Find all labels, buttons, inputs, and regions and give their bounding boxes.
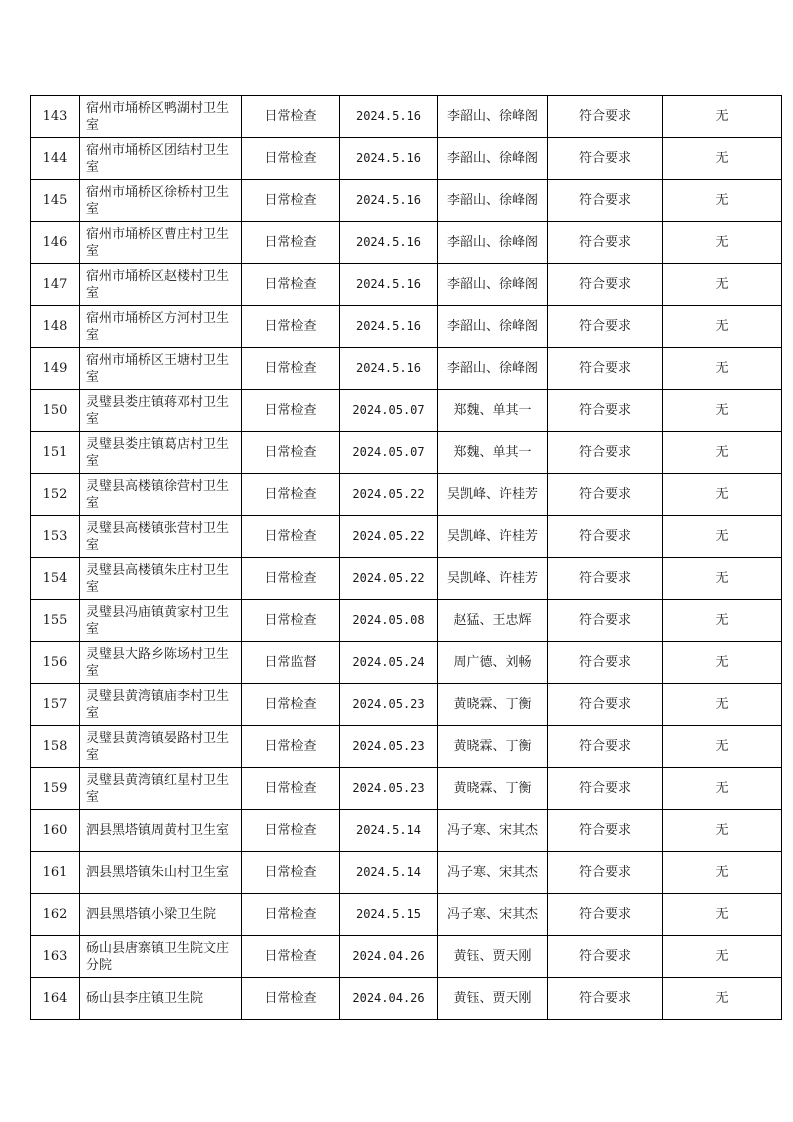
inspection-result: 符合要求 (548, 96, 663, 138)
facility-name: 泗县黑塔镇小梁卫生院 (80, 894, 242, 936)
table-row (31, 222, 782, 264)
inspectors: 李韶山、徐峰阁 (438, 138, 548, 180)
inspection-type: 日常检查 (242, 474, 340, 516)
inspection-date: 2024.04.26 (340, 936, 438, 978)
inspection-date: 2024.05.07 (340, 390, 438, 432)
issues-note: 无 (663, 684, 782, 726)
facility-name: 灵璧县高楼镇张营村卫生室 (80, 516, 242, 558)
inspectors: 冯子寒、宋其杰 (438, 894, 548, 936)
inspection-date: 2024.5.16 (340, 264, 438, 306)
inspection-type: 日常检查 (242, 894, 340, 936)
inspection-result: 符合要求 (548, 768, 663, 810)
facility-name: 灵璧县黄湾镇庙李村卫生室 (80, 684, 242, 726)
row-number: 151 (31, 432, 80, 474)
issues-note: 无 (663, 978, 782, 1020)
inspection-type: 日常检查 (242, 810, 340, 852)
inspection-result: 符合要求 (548, 390, 663, 432)
inspection-result: 符合要求 (548, 684, 663, 726)
table-row (31, 978, 782, 1020)
facility-name: 宿州市埇桥区王塘村卫生室 (80, 348, 242, 390)
table-row (31, 894, 782, 936)
inspectors: 黄钰、贾天刚 (438, 978, 548, 1020)
inspection-result: 符合要求 (548, 852, 663, 894)
table-row (31, 768, 782, 810)
row-number: 164 (31, 978, 80, 1020)
facility-name: 宿州市埇桥区徐桥村卫生室 (80, 180, 242, 222)
inspection-result: 符合要求 (548, 432, 663, 474)
inspection-type: 日常检查 (242, 222, 340, 264)
facility-name: 灵璧县黄湾镇晏路村卫生室 (80, 726, 242, 768)
inspection-date: 2024.5.16 (340, 138, 438, 180)
inspection-type: 日常检查 (242, 852, 340, 894)
issues-note: 无 (663, 642, 782, 684)
inspectors: 李韶山、徐峰阁 (438, 180, 548, 222)
inspection-type: 日常检查 (242, 684, 340, 726)
inspection-result: 符合要求 (548, 936, 663, 978)
inspection-date: 2024.5.14 (340, 852, 438, 894)
facility-name: 灵璧县娄庄镇蒋邓村卫生室 (80, 390, 242, 432)
row-number: 146 (31, 222, 80, 264)
row-number: 159 (31, 768, 80, 810)
inspection-date: 2024.05.23 (340, 684, 438, 726)
inspection-result: 符合要求 (548, 474, 663, 516)
issues-note: 无 (663, 222, 782, 264)
inspection-result: 符合要求 (548, 558, 663, 600)
row-number: 158 (31, 726, 80, 768)
inspectors: 李韶山、徐峰阁 (438, 96, 548, 138)
row-number: 163 (31, 936, 80, 978)
facility-name: 灵璧县冯庙镇黄家村卫生室 (80, 600, 242, 642)
issues-note: 无 (663, 852, 782, 894)
table-row (31, 180, 782, 222)
inspection-date: 2024.5.16 (340, 180, 438, 222)
issues-note: 无 (663, 138, 782, 180)
row-number: 162 (31, 894, 80, 936)
table-row (31, 138, 782, 180)
issues-note: 无 (663, 558, 782, 600)
row-number: 156 (31, 642, 80, 684)
inspection-date: 2024.05.22 (340, 558, 438, 600)
inspection-result: 符合要求 (548, 348, 663, 390)
facility-name: 宿州市埇桥区鸭湖村卫生室 (80, 96, 242, 138)
inspection-date: 2024.05.24 (340, 642, 438, 684)
inspection-date: 2024.05.08 (340, 600, 438, 642)
table-row (31, 390, 782, 432)
row-number: 148 (31, 306, 80, 348)
issues-note: 无 (663, 432, 782, 474)
inspection-result: 符合要求 (548, 600, 663, 642)
inspectors: 李韶山、徐峰阁 (438, 306, 548, 348)
inspectors: 冯子寒、宋其杰 (438, 810, 548, 852)
table-row (31, 306, 782, 348)
inspection-result: 符合要求 (548, 726, 663, 768)
inspection-table (30, 95, 782, 1020)
issues-note: 无 (663, 306, 782, 348)
inspection-date: 2024.05.07 (340, 432, 438, 474)
inspectors: 冯子寒、宋其杰 (438, 852, 548, 894)
row-number: 147 (31, 264, 80, 306)
inspection-date: 2024.04.26 (340, 978, 438, 1020)
inspection-date: 2024.05.22 (340, 474, 438, 516)
table-row (31, 810, 782, 852)
inspection-result: 符合要求 (548, 180, 663, 222)
issues-note: 无 (663, 726, 782, 768)
table-row (31, 474, 782, 516)
inspectors: 黄晓霖、丁衡 (438, 726, 548, 768)
inspection-date: 2024.5.16 (340, 96, 438, 138)
inspection-date: 2024.5.16 (340, 348, 438, 390)
row-number: 144 (31, 138, 80, 180)
table-row (31, 348, 782, 390)
table-row (31, 558, 782, 600)
inspection-type: 日常检查 (242, 600, 340, 642)
table-row (31, 432, 782, 474)
inspection-type: 日常检查 (242, 390, 340, 432)
inspection-result: 符合要求 (548, 642, 663, 684)
issues-note: 无 (663, 96, 782, 138)
inspectors: 周广德、刘畅 (438, 642, 548, 684)
facility-name: 灵璧县高楼镇徐营村卫生室 (80, 474, 242, 516)
inspection-result: 符合要求 (548, 306, 663, 348)
issues-note: 无 (663, 810, 782, 852)
issues-note: 无 (663, 264, 782, 306)
inspection-type: 日常检查 (242, 180, 340, 222)
inspection-type: 日常检查 (242, 306, 340, 348)
inspection-type: 日常检查 (242, 264, 340, 306)
inspection-type: 日常检查 (242, 936, 340, 978)
inspection-date: 2024.05.23 (340, 726, 438, 768)
inspection-type: 日常检查 (242, 726, 340, 768)
row-number: 145 (31, 180, 80, 222)
facility-name: 宿州市埇桥区曹庄村卫生室 (80, 222, 242, 264)
table-row (31, 600, 782, 642)
row-number: 154 (31, 558, 80, 600)
issues-note: 无 (663, 516, 782, 558)
inspection-result: 符合要求 (548, 516, 663, 558)
row-number: 160 (31, 810, 80, 852)
table-row (31, 96, 782, 138)
inspection-date: 2024.5.16 (340, 222, 438, 264)
inspection-date: 2024.05.22 (340, 516, 438, 558)
inspectors: 郑魏、单其一 (438, 432, 548, 474)
table-row (31, 642, 782, 684)
issues-note: 无 (663, 348, 782, 390)
facility-name: 砀山县唐寨镇卫生院文庄分院 (80, 936, 242, 978)
facility-name: 灵璧县高楼镇朱庄村卫生室 (80, 558, 242, 600)
inspection-type: 日常检查 (242, 978, 340, 1020)
facility-name: 泗县黑塔镇周黄村卫生室 (80, 810, 242, 852)
inspection-type: 日常检查 (242, 138, 340, 180)
row-number: 155 (31, 600, 80, 642)
inspectors: 赵猛、王忠辉 (438, 600, 548, 642)
issues-note: 无 (663, 768, 782, 810)
table-row (31, 264, 782, 306)
issues-note: 无 (663, 390, 782, 432)
inspection-result: 符合要求 (548, 810, 663, 852)
inspection-result: 符合要求 (548, 138, 663, 180)
facility-name: 灵璧县娄庄镇葛店村卫生室 (80, 432, 242, 474)
row-number: 157 (31, 684, 80, 726)
issues-note: 无 (663, 474, 782, 516)
issues-note: 无 (663, 600, 782, 642)
inspection-type: 日常检查 (242, 348, 340, 390)
table-row (31, 852, 782, 894)
facility-name: 宿州市埇桥区赵楼村卫生室 (80, 264, 242, 306)
row-number: 149 (31, 348, 80, 390)
inspection-result: 符合要求 (548, 222, 663, 264)
issues-note: 无 (663, 894, 782, 936)
inspection-date: 2024.05.23 (340, 768, 438, 810)
inspection-date: 2024.5.15 (340, 894, 438, 936)
row-number: 153 (31, 516, 80, 558)
inspection-type: 日常检查 (242, 558, 340, 600)
inspectors: 李韶山、徐峰阁 (438, 264, 548, 306)
inspectors: 郑魏、单其一 (438, 390, 548, 432)
row-number: 161 (31, 852, 80, 894)
issues-note: 无 (663, 936, 782, 978)
facility-name: 宿州市埇桥区方河村卫生室 (80, 306, 242, 348)
table-body (31, 96, 782, 1020)
inspection-type: 日常检查 (242, 432, 340, 474)
inspectors: 李韶山、徐峰阁 (438, 348, 548, 390)
issues-note: 无 (663, 180, 782, 222)
facility-name: 灵璧县黄湾镇红星村卫生室 (80, 768, 242, 810)
inspectors: 黄晓霖、丁衡 (438, 684, 548, 726)
inspection-result: 符合要求 (548, 894, 663, 936)
table-row (31, 726, 782, 768)
inspection-type: 日常检查 (242, 516, 340, 558)
facility-name: 砀山县李庄镇卫生院 (80, 978, 242, 1020)
inspectors: 黄钰、贾天刚 (438, 936, 548, 978)
inspection-result: 符合要求 (548, 264, 663, 306)
inspectors: 吴凯峰、许桂芳 (438, 516, 548, 558)
inspection-type: 日常检查 (242, 768, 340, 810)
inspection-result: 符合要求 (548, 978, 663, 1020)
inspectors: 吴凯峰、许桂芳 (438, 474, 548, 516)
inspectors: 黄晓霖、丁衡 (438, 768, 548, 810)
facility-name: 泗县黑塔镇朱山村卫生室 (80, 852, 242, 894)
inspection-date: 2024.5.14 (340, 810, 438, 852)
facility-name: 灵璧县大路乡陈场村卫生室 (80, 642, 242, 684)
table-row (31, 936, 782, 978)
table-row (31, 684, 782, 726)
facility-name: 宿州市埇桥区团结村卫生室 (80, 138, 242, 180)
row-number: 150 (31, 390, 80, 432)
row-number: 152 (31, 474, 80, 516)
inspection-type: 日常检查 (242, 96, 340, 138)
inspectors: 吴凯峰、许桂芳 (438, 558, 548, 600)
inspection-date: 2024.5.16 (340, 306, 438, 348)
row-number: 143 (31, 96, 80, 138)
table-row (31, 516, 782, 558)
inspection-type: 日常监督 (242, 642, 340, 684)
inspectors: 李韶山、徐峰阁 (438, 222, 548, 264)
